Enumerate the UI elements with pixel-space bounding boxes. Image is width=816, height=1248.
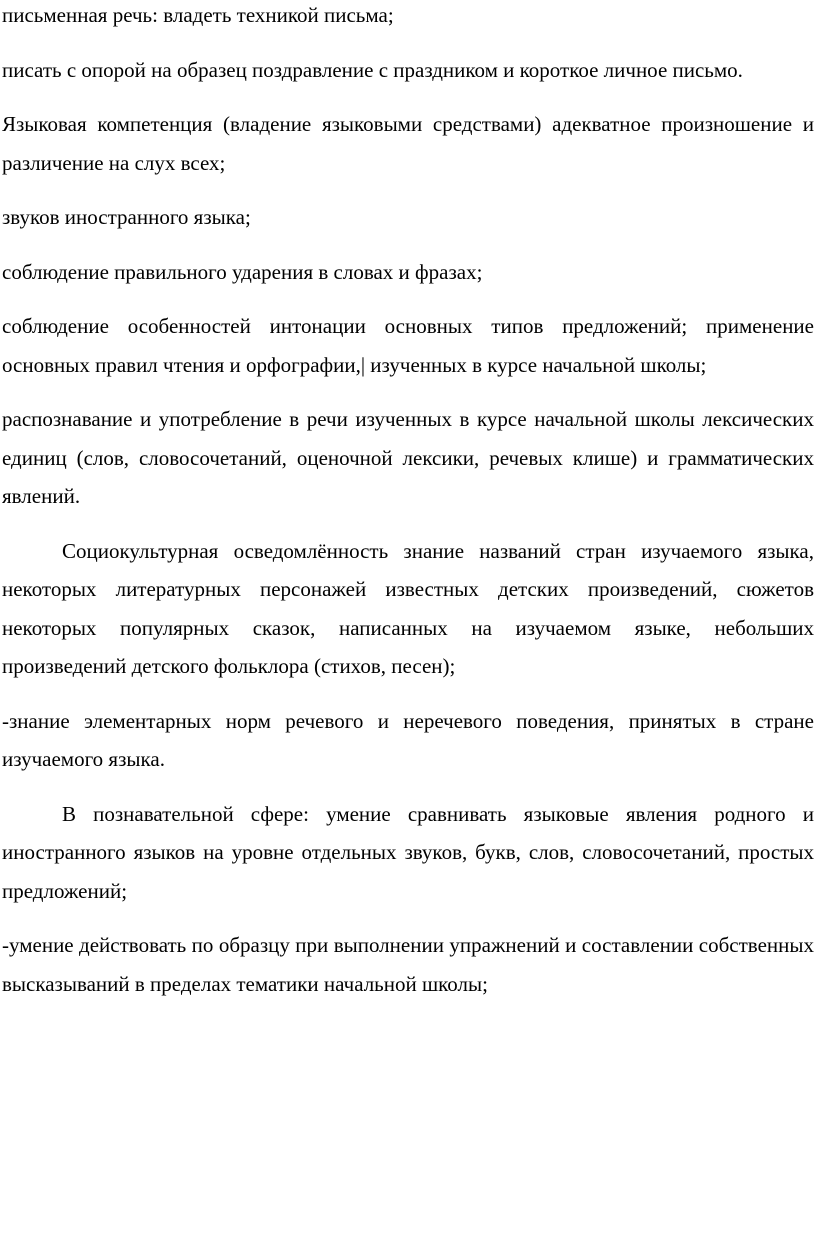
paragraph-writing-sample: писать с опорой на образец поздравление с праздником и короткое личное письмо. (2, 57, 743, 82)
paragraph-writing-skill: письменная речь: владеть техникой письма; (2, 3, 394, 27)
paragraph-foreign-sounds: звуков иностранного языка; (2, 205, 251, 229)
paragraph-lexical-units: распознавание и употребление в речи изученных в курсе начальной школы лексических единиц (слов, словосочетаний, оценочной лексики, речевых клише) и грамматических явлений. (2, 407, 814, 508)
paragraph-cognitive-sphere: В познавательной сфере: умение сравнивать языковые явления родного и иностранного языков на уровне отдельных звуков, букв, слов, словосочетаний, простых предложений; (2, 801, 814, 903)
paragraph-intonation: соблюдение особенностей интонации основных типов предложений; применение основных правил чтения и орфографии,| изученных в курсе начальной школы; (2, 314, 814, 377)
paragraph-behavior-norms: -знание элементарных норм речевого и неречевого поведения, принятых в стране изучаемого языка. (2, 708, 814, 771)
paragraph-act-by-sample: -умение действовать по образцу при выполнении упражнений и составлении собственных высказываний в пределах тематики начальной школы; (2, 933, 814, 996)
paragraph-language-competence: Языковая компетенция (владение языковыми средствами) адекватное произношение и различение на слух всех; (2, 112, 814, 175)
paragraph-stress: соблюдение правильного ударения в словах и фразах; (2, 259, 483, 284)
paragraph-sociocultural: Социокультурная осведомлённость знание названий стран изучаемого языка, некоторых литературных персонажей известных детских произведений, сюжетов некоторых популярных сказок, написанных на изучаемом языке, небольших произведений детского фольклора (стихов, песен); (2, 538, 814, 678)
